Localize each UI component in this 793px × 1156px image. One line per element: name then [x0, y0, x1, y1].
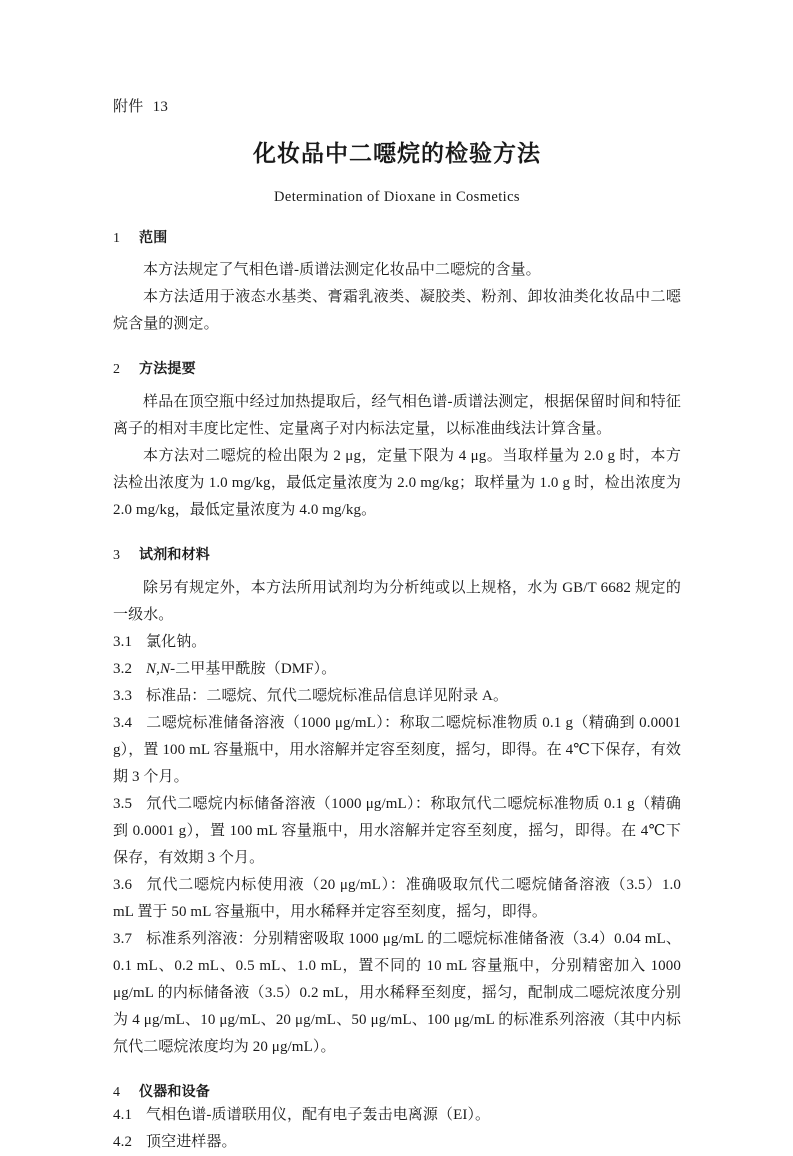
section-3	[113, 546, 681, 1061]
item-number: 3.5	[113, 795, 133, 812]
item-number: 3.4	[113, 714, 133, 731]
paragraph: 本方法适用于液态水基类、膏霜乳液类、凝胶类、粉剂、卸妆油类化妆品中二噁烷含量的测定。	[113, 289, 681, 333]
item-number: 3.3	[113, 687, 133, 704]
section-1-number: 1	[113, 230, 121, 246]
item-number: 4.2	[113, 1134, 133, 1151]
attachment-prefix: 附件	[113, 99, 144, 115]
list-item	[113, 926, 681, 1061]
item-text: 氘代二噁烷内标储备溶液（1000 μg/mL）：称取氘代二噁烷标准物质 0.1 g（精确到 0.0001 g），置 100 mL 容量瓶中，用水溶解并定容至刻度，摇匀，即得。在 4℃下保存，有效期 3 个月。	[113, 795, 681, 866]
section-2-number: 2	[113, 362, 121, 378]
section-2-heading	[113, 360, 681, 380]
section-4-number: 4	[113, 1084, 121, 1100]
section-1-body	[113, 257, 681, 338]
item-text: 气相色谱-质谱联用仪，配有电子轰击电离源（EI）。	[146, 1107, 491, 1124]
section-3-number: 3	[113, 547, 121, 563]
section-2-body	[113, 389, 681, 524]
item-text: -二甲基甲酰胺（DMF）。	[170, 660, 337, 677]
item-number: 3.1	[113, 633, 133, 650]
item-text: 标准品：二噁烷、氘代二噁烷标准品信息详见附录 A。	[146, 687, 509, 704]
paragraph: 本方法规定了气相色谱-质谱法测定化妆品中二噁烷的含量。	[143, 262, 541, 279]
section-4-title: 仪器和设备	[139, 1083, 210, 1100]
item-number: 3.7	[113, 930, 133, 947]
list-item	[113, 683, 681, 710]
paragraph: 样品在顶空瓶中经过加热提取后，经气相色谱-质谱法测定，根据保留时间和特征离子的相对丰度比定性、定量离子对内标法定量，以标准曲线法计算含量。	[113, 393, 681, 437]
item-text: 氘代二噁烷内标使用液（20 μg/mL）：准确吸取氘代二噁烷储备溶液（3.5）1.0 mL 置于 50 mL 容量瓶中，用水稀释并定容至刻度，摇匀，即得。	[113, 876, 681, 920]
list-item	[113, 710, 681, 791]
section-2-title: 方法提要	[139, 361, 196, 378]
section-4-heading	[113, 1083, 681, 1103]
item-number: 3.6	[113, 876, 133, 893]
item-text: 氯化钠。	[146, 633, 207, 650]
item-number: 3.2	[113, 660, 133, 677]
list-item	[113, 1102, 681, 1129]
section-4	[113, 1083, 681, 1156]
list-item	[113, 656, 681, 683]
document-title-cn: 化妆品中二噁烷的检验方法	[253, 141, 541, 167]
document-title-en: Determination of Dioxane in Cosmetics	[274, 188, 520, 205]
section-3-body	[113, 575, 681, 629]
section-3-title: 试剂和材料	[139, 546, 210, 563]
section-1	[113, 229, 681, 339]
list-item	[113, 1129, 681, 1156]
attachment-number: 13	[152, 99, 169, 115]
item-text-italic: N,N	[146, 660, 171, 677]
section-1-title: 范围	[139, 229, 168, 246]
page-content	[113, 0, 681, 1156]
attachment-label	[113, 98, 681, 116]
list-item	[113, 629, 681, 656]
item-text: 二噁烷标准储备溶液（1000 μg/mL）：称取二噁烷标准物质 0.1 g（精确到 0.0001 g），置 100 mL 容量瓶中，用水溶解并定容至刻度，摇匀，即得。在 4℃下保存，有效期 3 个月。	[113, 714, 681, 785]
section-1-heading	[113, 229, 681, 249]
item-text: 标准系列溶液：分别精密吸取 1000 μg/mL 的二噁烷标准储备液（3.4）0.04 mL、0.1 mL、0.2 mL、0.5 mL、1.0 mL，置不同的 10 mL 容量瓶中，分别精密加入 1000 μg/mL 的内标储备液（3.5）0.2 mL，用水稀释至刻度，摇匀，配制成二噁烷浓度分别为 4 μg/mL、10 μg/mL、20 μg/mL、50 μg/mL、100 μg/mL 的标准系列溶液（其中内标氘代二噁烷浓度均为 20 μg/mL）。	[113, 930, 681, 1055]
paragraph: 本方法对二噁烷的检出限为 2 μg，定量下限为 4 μg。当取样量为 2.0 g 时，本方法检出浓度为 1.0 mg/kg，最低定量浓度为 2.0 mg/kg；取样量为 1.0 g 时，检出浓度为 2.0 mg/kg，最低定量浓度为 4.0 mg/kg。	[113, 447, 681, 518]
paragraph: 除另有规定外，本方法所用试剂均为分析纯或以上规格，水为 GB/T 6682 规定的一级水。	[113, 579, 681, 623]
list-item	[113, 791, 681, 872]
list-item	[113, 872, 681, 926]
section-3-heading	[113, 546, 681, 566]
item-text: 顶空进样器。	[146, 1134, 237, 1151]
item-number: 4.1	[113, 1107, 133, 1124]
section-2	[113, 360, 681, 524]
